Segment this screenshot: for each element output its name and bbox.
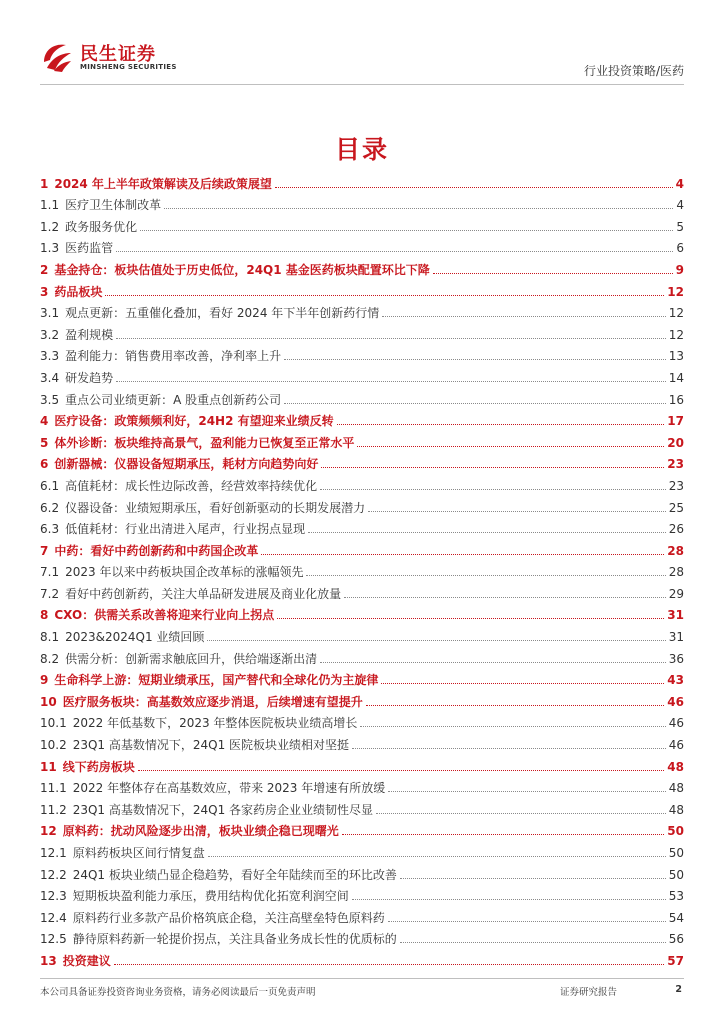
toc-entry-page: 54 (668, 910, 684, 925)
toc-entry-text: 基金持仓：板块估值处于历史低位，24Q1 基金医药板块配置环比下降 (54, 262, 430, 277)
toc-section-entry[interactable] (40, 518, 684, 540)
toc-section-entry[interactable] (40, 582, 684, 604)
toc-section-entry[interactable] (40, 885, 684, 907)
toc-entry-label (40, 564, 303, 580)
toc-entry-page: 46 (667, 694, 684, 709)
toc-entry-text: 短期板块盈利能力承压，费用结构优化拓宽利润空间 (72, 889, 349, 904)
toc-dot-leader (382, 316, 665, 317)
toc-chapter-entry[interactable] (40, 172, 684, 194)
page-title: 目录 (334, 135, 389, 164)
toc-entry-label (40, 500, 365, 516)
toc-entry-page: 53 (668, 889, 684, 904)
toc-entry-label (40, 953, 111, 969)
toc-section-entry[interactable] (40, 215, 684, 237)
toc-entry-text: 2023&2024Q1 业绩回顾 (65, 630, 205, 645)
page-header (0, 0, 724, 90)
toc-dot-leader (261, 554, 664, 555)
toc-entry-page: 6 (676, 241, 684, 256)
toc-entry-text: 23Q1 高基数情况下，24Q1 各家药房企业业绩韧性尽显 (72, 802, 374, 817)
toc-dot-leader (320, 662, 666, 663)
toc-entry-text: 2022 年整体存在高基数效应，带来 2023 年增速有所放缓 (72, 781, 386, 796)
toc-entry-label (40, 629, 204, 645)
toc-entry-number: 8 (40, 608, 49, 623)
toc-entry-number: 3.4 (40, 370, 60, 385)
toc-entry-page: 23 (668, 478, 684, 493)
toc-dot-leader (376, 813, 666, 814)
toc-entry-text: 生命科学上游：短期业绩承压，国产替代和全球化仍为主旋律 (54, 673, 379, 688)
toc-entry-text: 政务服务优化 (65, 219, 138, 234)
toc-entry-number: 12.4 (40, 910, 67, 925)
toc-entry-page: 57 (667, 953, 684, 968)
toc-entry-number: 12.2 (40, 867, 67, 882)
toc-entry-number: 7.2 (40, 586, 60, 601)
toc-entry-label (40, 845, 205, 861)
toc-entry-number: 4 (40, 414, 49, 429)
toc-entry-text: 低值耗材：行业出清进入尾声，行业拐点显现 (65, 522, 306, 537)
toc-dot-leader (306, 575, 665, 576)
toc-entry-number: 2 (40, 262, 49, 277)
toc-entry-label (40, 651, 317, 667)
toc-dot-leader (388, 791, 665, 792)
toc-entry-label (40, 176, 272, 192)
logo-chinese-name: 民生证券 (80, 44, 156, 65)
toc-entry-text: 医疗设备：政策频频利好，24H2 有望迎来业绩反转 (54, 414, 334, 429)
toc-entry-text: 原料药行业多款产品价格筑底企稳，关注高壁垒特色原料药 (72, 910, 385, 925)
toc-entry-number: 11.1 (40, 781, 67, 796)
toc-entry-text: 中药：看好中药创新药和中药国企改革 (54, 543, 259, 558)
toc-dot-leader (320, 489, 666, 490)
toc-entry-number: 6 (40, 457, 49, 472)
toc-entry-number: 12.5 (40, 932, 67, 947)
toc-entry-number: 10.2 (40, 738, 67, 753)
toc-chapter-entry[interactable] (40, 410, 684, 432)
toc-entry-page: 31 (668, 630, 684, 645)
toc-entry-page: 48 (668, 781, 684, 796)
toc-entry-page: 46 (668, 716, 684, 731)
toc-entry-text: 2022 年低基数下，2023 年整体医院板块业绩高增长 (72, 716, 358, 731)
toc-entry-label (40, 780, 385, 796)
toc-entry-page: 28 (667, 543, 684, 558)
toc-entry-text: 原料药板块区间行情复盘 (72, 846, 205, 860)
toc-section-entry[interactable] (40, 777, 684, 799)
toc-section-entry[interactable] (40, 237, 684, 259)
toc-entry-page: 12 (668, 306, 684, 321)
toc-entry-number: 11.2 (40, 802, 67, 817)
toc-entry-number: 13 (40, 953, 57, 968)
toc-entry-number: 3.2 (40, 327, 60, 342)
toc-section-entry[interactable] (40, 712, 684, 734)
toc-section-entry[interactable] (40, 647, 684, 669)
toc-entry-label (40, 413, 334, 429)
toc-section-entry[interactable] (40, 345, 684, 367)
toc-entry-page: 16 (668, 392, 684, 407)
toc-dot-leader (284, 359, 666, 360)
toc-entry-label (40, 823, 339, 839)
minsheng-logo-icon (40, 40, 74, 74)
toc-dot-leader (368, 511, 666, 512)
toc-section-entry[interactable] (40, 561, 684, 583)
toc-chapter-entry[interactable] (40, 453, 684, 475)
toc-dot-leader (381, 683, 664, 684)
header-divider (40, 84, 684, 85)
toc-dot-leader (360, 726, 665, 727)
toc-chapter-entry[interactable] (40, 604, 684, 626)
toc-entry-text: 创新器械：仪器设备短期承压，耗材方向趋势向好 (54, 457, 319, 472)
toc-dot-leader (208, 856, 666, 857)
toc-entry-page: 9 (675, 262, 684, 277)
toc-entry-number: 7.1 (40, 565, 60, 580)
toc-entry-page: 25 (668, 500, 684, 515)
toc-chapter-entry[interactable] (40, 949, 684, 971)
toc-chapter-entry[interactable] (40, 669, 684, 691)
toc-chapter-entry[interactable] (40, 258, 684, 280)
toc-entry-number: 7 (40, 543, 49, 558)
toc-entry-label (40, 737, 349, 753)
toc-entry-label (40, 456, 318, 472)
toc-entry-number: 5 (40, 435, 49, 450)
toc-entry-number: 12.1 (40, 846, 67, 860)
toc-dot-leader (140, 230, 673, 231)
toc-entry-text: 重点公司业绩更新：A 股重点创新药公司 (65, 392, 282, 407)
toc-entry-number: 8.2 (40, 651, 60, 666)
toc-entry-label (40, 327, 113, 343)
toc-entry-label (40, 305, 379, 321)
toc-dot-leader (342, 834, 665, 835)
toc-dot-leader (344, 597, 666, 598)
toc-entry-text: 2023 年以来中药板块国企改革标的涨幅领先 (65, 565, 304, 580)
toc-entry-number: 1 (40, 176, 49, 191)
toc-entry-page: 36 (668, 651, 684, 666)
toc-entry-label (40, 715, 357, 731)
toc-dot-leader (388, 921, 666, 922)
toc-dot-leader (277, 618, 664, 619)
toc-entry-number: 3.1 (40, 306, 60, 321)
toc-entry-label (40, 348, 281, 364)
toc-section-entry[interactable] (40, 496, 684, 518)
toc-dot-leader (138, 770, 665, 771)
toc-entry-page: 56 (668, 932, 684, 947)
toc-dot-leader (337, 424, 665, 425)
toc-entry-text: 盈利能力：销售费用率改善，净利率上升 (65, 349, 282, 364)
toc-section-entry[interactable] (40, 302, 684, 324)
toc-dot-leader (114, 964, 665, 965)
toc-chapter-entry[interactable] (40, 539, 684, 561)
logo-english-name: MINSHENG SECURITIES (80, 63, 177, 71)
toc-dot-leader (308, 532, 666, 533)
toc-chapter-entry[interactable] (40, 755, 684, 777)
toc-entry-page: 48 (667, 759, 684, 774)
toc-entry-text: 23Q1 高基数情况下，24Q1 医院板块业绩相对坚挺 (72, 738, 350, 753)
toc-entry-number: 1.2 (40, 219, 60, 234)
toc-entry-label (40, 370, 113, 386)
document-category: 行业投资策略/医药 (583, 64, 684, 78)
toc-entry-text: 观点更新：五重催化叠加，看好 2024 年下半年创新药行情 (65, 306, 380, 321)
toc-entry-label (40, 197, 161, 213)
toc-dot-leader (105, 295, 664, 296)
toc-entry-number: 3 (40, 284, 49, 299)
toc-dot-leader (284, 403, 666, 404)
toc-entry-text: 体外诊断：板块维持高景气，盈利能力已恢复至正常水平 (54, 435, 355, 450)
toc-entry-number: 9 (40, 673, 49, 688)
toc-dot-leader (116, 381, 666, 382)
footer-page-number: 2 (675, 984, 682, 995)
toc-section-entry[interactable] (40, 928, 684, 950)
toc-dot-leader (164, 208, 673, 209)
toc-dot-leader (321, 467, 664, 468)
toc-entry-text: 研发趋势 (65, 370, 114, 385)
toc-entry-text: CXO：供需关系改善将迎来行业向上拐点 (54, 608, 275, 623)
toc-chapter-entry[interactable] (40, 431, 684, 453)
toc-entry-text: 供需分析：创新需求触底回升，供给端逐渐出清 (65, 651, 318, 666)
toc-entry-label (40, 262, 430, 278)
toc-section-entry[interactable] (40, 625, 684, 647)
toc-entry-page: 4 (676, 198, 684, 213)
toc-entry-label (40, 607, 274, 623)
toc-entry-text: 2024 年上半年政策解读及后续政策展望 (54, 176, 272, 191)
toc-entry-page: 29 (668, 586, 684, 601)
toc-entry-number: 6.3 (40, 522, 60, 537)
toc-section-entry[interactable] (40, 366, 684, 388)
toc-dot-leader (352, 899, 666, 900)
toc-section-entry[interactable] (40, 863, 684, 885)
toc-dot-leader (357, 446, 664, 447)
toc-dot-leader (116, 251, 673, 252)
toc-entry-number: 1.3 (40, 241, 60, 256)
toc-dot-leader (400, 878, 666, 879)
toc-section-entry[interactable] (40, 841, 684, 863)
toc-entry-text: 药品板块 (54, 284, 103, 299)
toc-entry-label (40, 240, 113, 256)
toc-dot-leader (400, 942, 666, 943)
toc-entry-number: 3.5 (40, 392, 60, 407)
toc-entry-page: 50 (668, 846, 684, 860)
toc-section-entry[interactable] (40, 733, 684, 755)
toc-section-entry[interactable] (40, 798, 684, 820)
toc-section-entry[interactable] (40, 474, 684, 496)
toc-section-entry[interactable] (40, 194, 684, 216)
toc-entry-page: 50 (667, 824, 684, 839)
toc-entry-page: 28 (668, 565, 684, 580)
toc-entry-label (40, 867, 397, 883)
toc-entry-number: 12 (40, 824, 57, 839)
company-logo (40, 38, 190, 78)
toc-chapter-entry[interactable] (40, 690, 684, 712)
toc-section-entry[interactable] (40, 906, 684, 928)
toc-entry-label (40, 910, 385, 926)
toc-entry-label (40, 694, 363, 710)
toc-entry-page: 48 (668, 802, 684, 817)
toc-entry-label (40, 586, 341, 602)
toc-entry-page: 31 (667, 608, 684, 623)
toc-dot-leader (366, 705, 665, 706)
toc-entry-page: 13 (668, 349, 684, 364)
toc-entry-text: 静待原料药新一轮提价拐点，关注具备业务成长性的优质标的 (72, 932, 397, 947)
toc-entry-page: 50 (668, 867, 684, 882)
toc-entry-label (40, 521, 305, 537)
toc-dot-leader (116, 338, 666, 339)
toc-entry-number: 1.1 (40, 198, 60, 213)
toc-entry-page: 4 (675, 176, 684, 191)
toc-section-entry[interactable] (40, 323, 684, 345)
toc-entry-page: 43 (667, 673, 684, 688)
toc-entry-label (40, 543, 258, 559)
toc-entry-text: 24Q1 板块业绩凸显企稳趋势，看好全年陆续而至的环比改善 (72, 867, 397, 882)
toc-entry-number: 11 (40, 759, 57, 774)
toc-entry-text: 原料药：扰动风险逐步出清，板块业绩企稳已现曙光 (62, 824, 339, 839)
toc-entry-text: 医疗服务板块：高基数效应逐步消退，后续增速有望提升 (62, 694, 363, 709)
footer-report-type: 证券研究报告 (560, 987, 618, 998)
toc-entry-label (40, 478, 317, 494)
toc-dot-leader (207, 640, 665, 641)
toc-entry-page: 46 (668, 738, 684, 753)
toc-entry-number: 8.1 (40, 630, 60, 645)
toc-entry-page: 12 (668, 327, 684, 342)
toc-chapter-entry[interactable] (40, 820, 684, 842)
toc-chapter-entry[interactable] (40, 280, 684, 302)
toc-dot-leader (433, 273, 673, 274)
toc-entry-label (40, 672, 378, 688)
toc-entry-page: 26 (668, 522, 684, 537)
toc-entry-label (40, 759, 135, 775)
toc-dot-leader (275, 187, 673, 188)
toc-entry-text: 仪器设备：业绩短期承压，看好创新驱动的长期发展潜力 (65, 500, 366, 515)
toc-entry-page: 20 (667, 435, 684, 450)
toc-entry-text: 投资建议 (62, 953, 111, 968)
toc-entry-number: 6.1 (40, 478, 60, 493)
toc-entry-label (40, 435, 354, 451)
toc-entry-number: 3.3 (40, 349, 60, 364)
toc-entry-label (40, 219, 137, 235)
toc-entry-number: 10.1 (40, 716, 67, 731)
toc-entry-page: 17 (667, 414, 684, 429)
toc-entry-text: 高值耗材：成长性边际改善，经营效率持续优化 (65, 478, 318, 493)
toc-entry-number: 6.2 (40, 500, 60, 515)
toc-entry-number: 12.3 (40, 889, 67, 904)
table-of-contents (40, 172, 684, 971)
toc-entry-text: 医疗卫生体制改革 (65, 198, 162, 213)
toc-section-entry[interactable] (40, 388, 684, 410)
toc-entry-text: 医药监管 (65, 241, 114, 256)
footer-divider (40, 978, 684, 979)
toc-entry-label (40, 802, 373, 818)
toc-entry-text: 看好中药创新药，关注大单品研发进展及商业化放量 (65, 586, 342, 601)
toc-entry-text: 线下药房板块 (62, 759, 135, 774)
toc-entry-label (40, 392, 281, 408)
toc-entry-label (40, 284, 102, 300)
toc-entry-number: 10 (40, 694, 57, 709)
toc-entry-label (40, 931, 397, 947)
toc-entry-page: 12 (667, 284, 684, 299)
footer-disclaimer: 本公司具备证券投资咨询业务资格，请务必阅读最后一页免责声明 (40, 987, 316, 998)
toc-entry-page: 14 (668, 370, 684, 385)
toc-dot-leader (352, 748, 666, 749)
toc-entry-page: 5 (676, 219, 684, 234)
toc-entry-page: 23 (667, 457, 684, 472)
toc-entry-label (40, 888, 349, 904)
toc-entry-text: 盈利规模 (65, 327, 114, 342)
